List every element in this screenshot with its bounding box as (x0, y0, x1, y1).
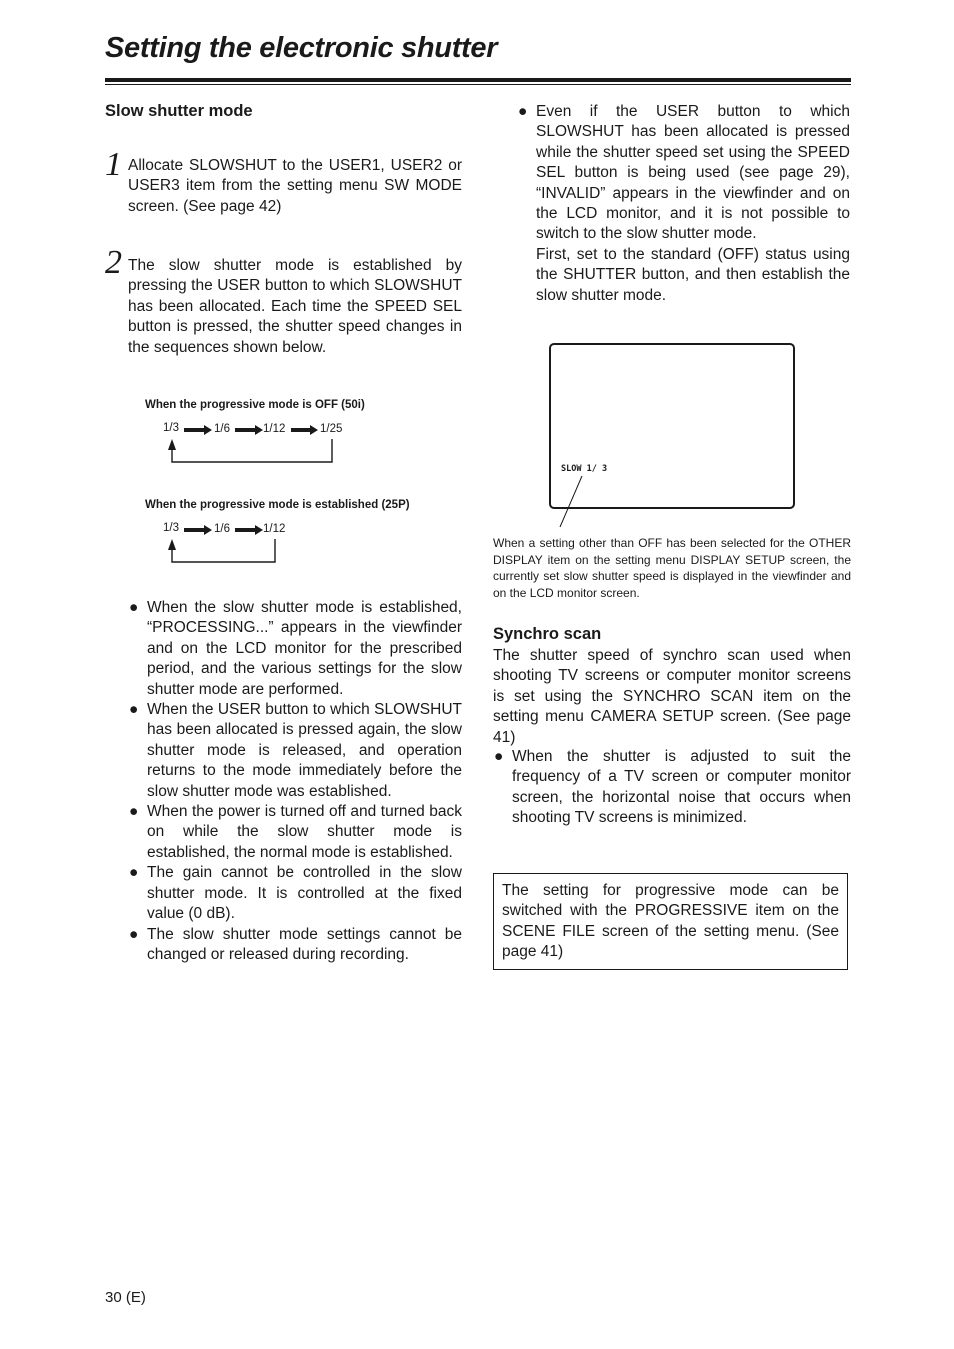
bullet-icon: ● (129, 599, 139, 616)
list-item: ● When the slow shutter mode is established, “PROCESSING...” appears in the viewfinder and on the LCD monitor for the prescribed period, and the various settings for the slow shutter mode are performed. (129, 599, 462, 698)
diagram-50i-speed-2: 1/6 (214, 423, 230, 435)
step-1-number: 1 (105, 146, 122, 183)
synchro-scan-heading: Synchro scan (493, 625, 602, 643)
diagram-50i-speed-3: 1/12 (263, 423, 286, 435)
slow-shutter-display: SLOW 1/ 3 (561, 464, 608, 474)
diagram-25p-speed-2: 1/6 (214, 523, 230, 535)
return-loop-line (172, 539, 275, 562)
list-item: ● When the power is turned off and turned back on while the slow shutter mode is established, the normal mode is established. (129, 803, 462, 861)
step-1-text: Allocate SLOWSHUT to the USER1, USER2 or USER3 item from the setting menu SW MODE screen. (See page 42) (128, 157, 462, 215)
synchro-scan-bullet-list (494, 747, 851, 829)
step-2-text: The slow shutter mode is established by pressing the USER button to which SLOWSHUT has been allocated. Each time the SPEED SEL button is pressed, the shutter speed changes in the sequences shown below. (128, 257, 462, 356)
diagram-50i-speed-1: 1/3 (163, 422, 179, 434)
diagram-25p-speed-3: 1/12 (263, 523, 286, 535)
arrow-right-icon (184, 525, 212, 535)
return-loop-line (172, 439, 332, 462)
list-item: ● When the USER button to which SLOWSHUT has been allocated is pressed again, the slow shutter mode is released, and operation returns to the mode immediately before the slow shutter mode was established. (129, 701, 462, 800)
diagram-50i-speed-4: 1/25 (320, 423, 343, 435)
diagram-50i-arrows (160, 420, 350, 468)
slow-shutter-bullet-list (129, 598, 462, 965)
diagram-25p-arrows (160, 520, 290, 568)
arrow-right-icon (235, 525, 263, 535)
screen-caption: When a setting other than OFF has been selected for the OTHER DISPLAY item on the setting menu DISPLAY SETUP screen, the currently set slow shutter speed is displayed in the viewfinder and on the LCD monitor screen. (493, 536, 851, 600)
list-item: ● When the shutter is adjusted to suit the frequency of a TV screen or computer monitor screen, the horizontal noise that occurs when shooting TV screens is minimized. (494, 748, 851, 827)
title-rule-thin (105, 84, 851, 85)
title-rule-thick (105, 78, 851, 82)
bullet-icon: ● (129, 803, 139, 821)
synchro-scan-text: The shutter speed of synchro scan used when shooting TV screens or computer monitor screens is set using the SYNCHRO SCAN item on the setting menu CAMERA SETUP screen. (See page 41) (493, 647, 851, 746)
arrow-right-icon (184, 425, 212, 435)
bullet-icon: ● (129, 701, 139, 719)
arrow-right-icon (235, 425, 263, 435)
arrow-up-icon (168, 439, 176, 450)
diagram-50i-label: When the progressive mode is OFF (50i) (145, 399, 365, 411)
slow-shutter-heading: Slow shutter mode (105, 102, 253, 120)
viewfinder-screen (549, 343, 795, 509)
diagram-25p-label: When the progressive mode is established (25P) (145, 499, 410, 511)
bullet-icon: ● (494, 748, 504, 765)
bullet-icon: ● (129, 925, 139, 943)
page-title: Setting the electronic shutter (105, 32, 498, 64)
progressive-note-box: The setting for progressive mode can be switched with the PROGRESSIVE item on the SCENE FILE screen of the setting menu. (See page 41) (493, 873, 848, 970)
bullet-icon: ● (518, 103, 528, 120)
diagram-25p-speed-1: 1/3 (163, 522, 179, 534)
callout-line (555, 474, 585, 530)
step-2-number: 2 (105, 244, 122, 281)
invalid-bullet-list (518, 102, 850, 306)
page-number: 30 (E) (105, 1289, 146, 1306)
arrow-up-icon (168, 539, 176, 550)
list-item: ● The slow shutter mode settings cannot be changed or released during recording. (129, 925, 462, 963)
list-item: ● The gain cannot be controlled in the slow shutter mode. It is controlled at the fixed value (0 dB). (129, 864, 462, 923)
list-item: ● Even if the USER button to which SLOWSHUT has been allocated is pressed while the shutter speed set using the SPEED SEL button is being used (see page 29), “INVALID” appears in the viewfinder and on the LCD monitor, and it is not possible to switch to the slow shutter mode. (518, 103, 850, 243)
list-item: First, set to the standard (OFF) status using the SHUTTER button, and then establish the slow shutter mode. (536, 245, 850, 304)
bullet-icon: ● (129, 864, 139, 882)
arrow-right-icon (291, 425, 318, 435)
